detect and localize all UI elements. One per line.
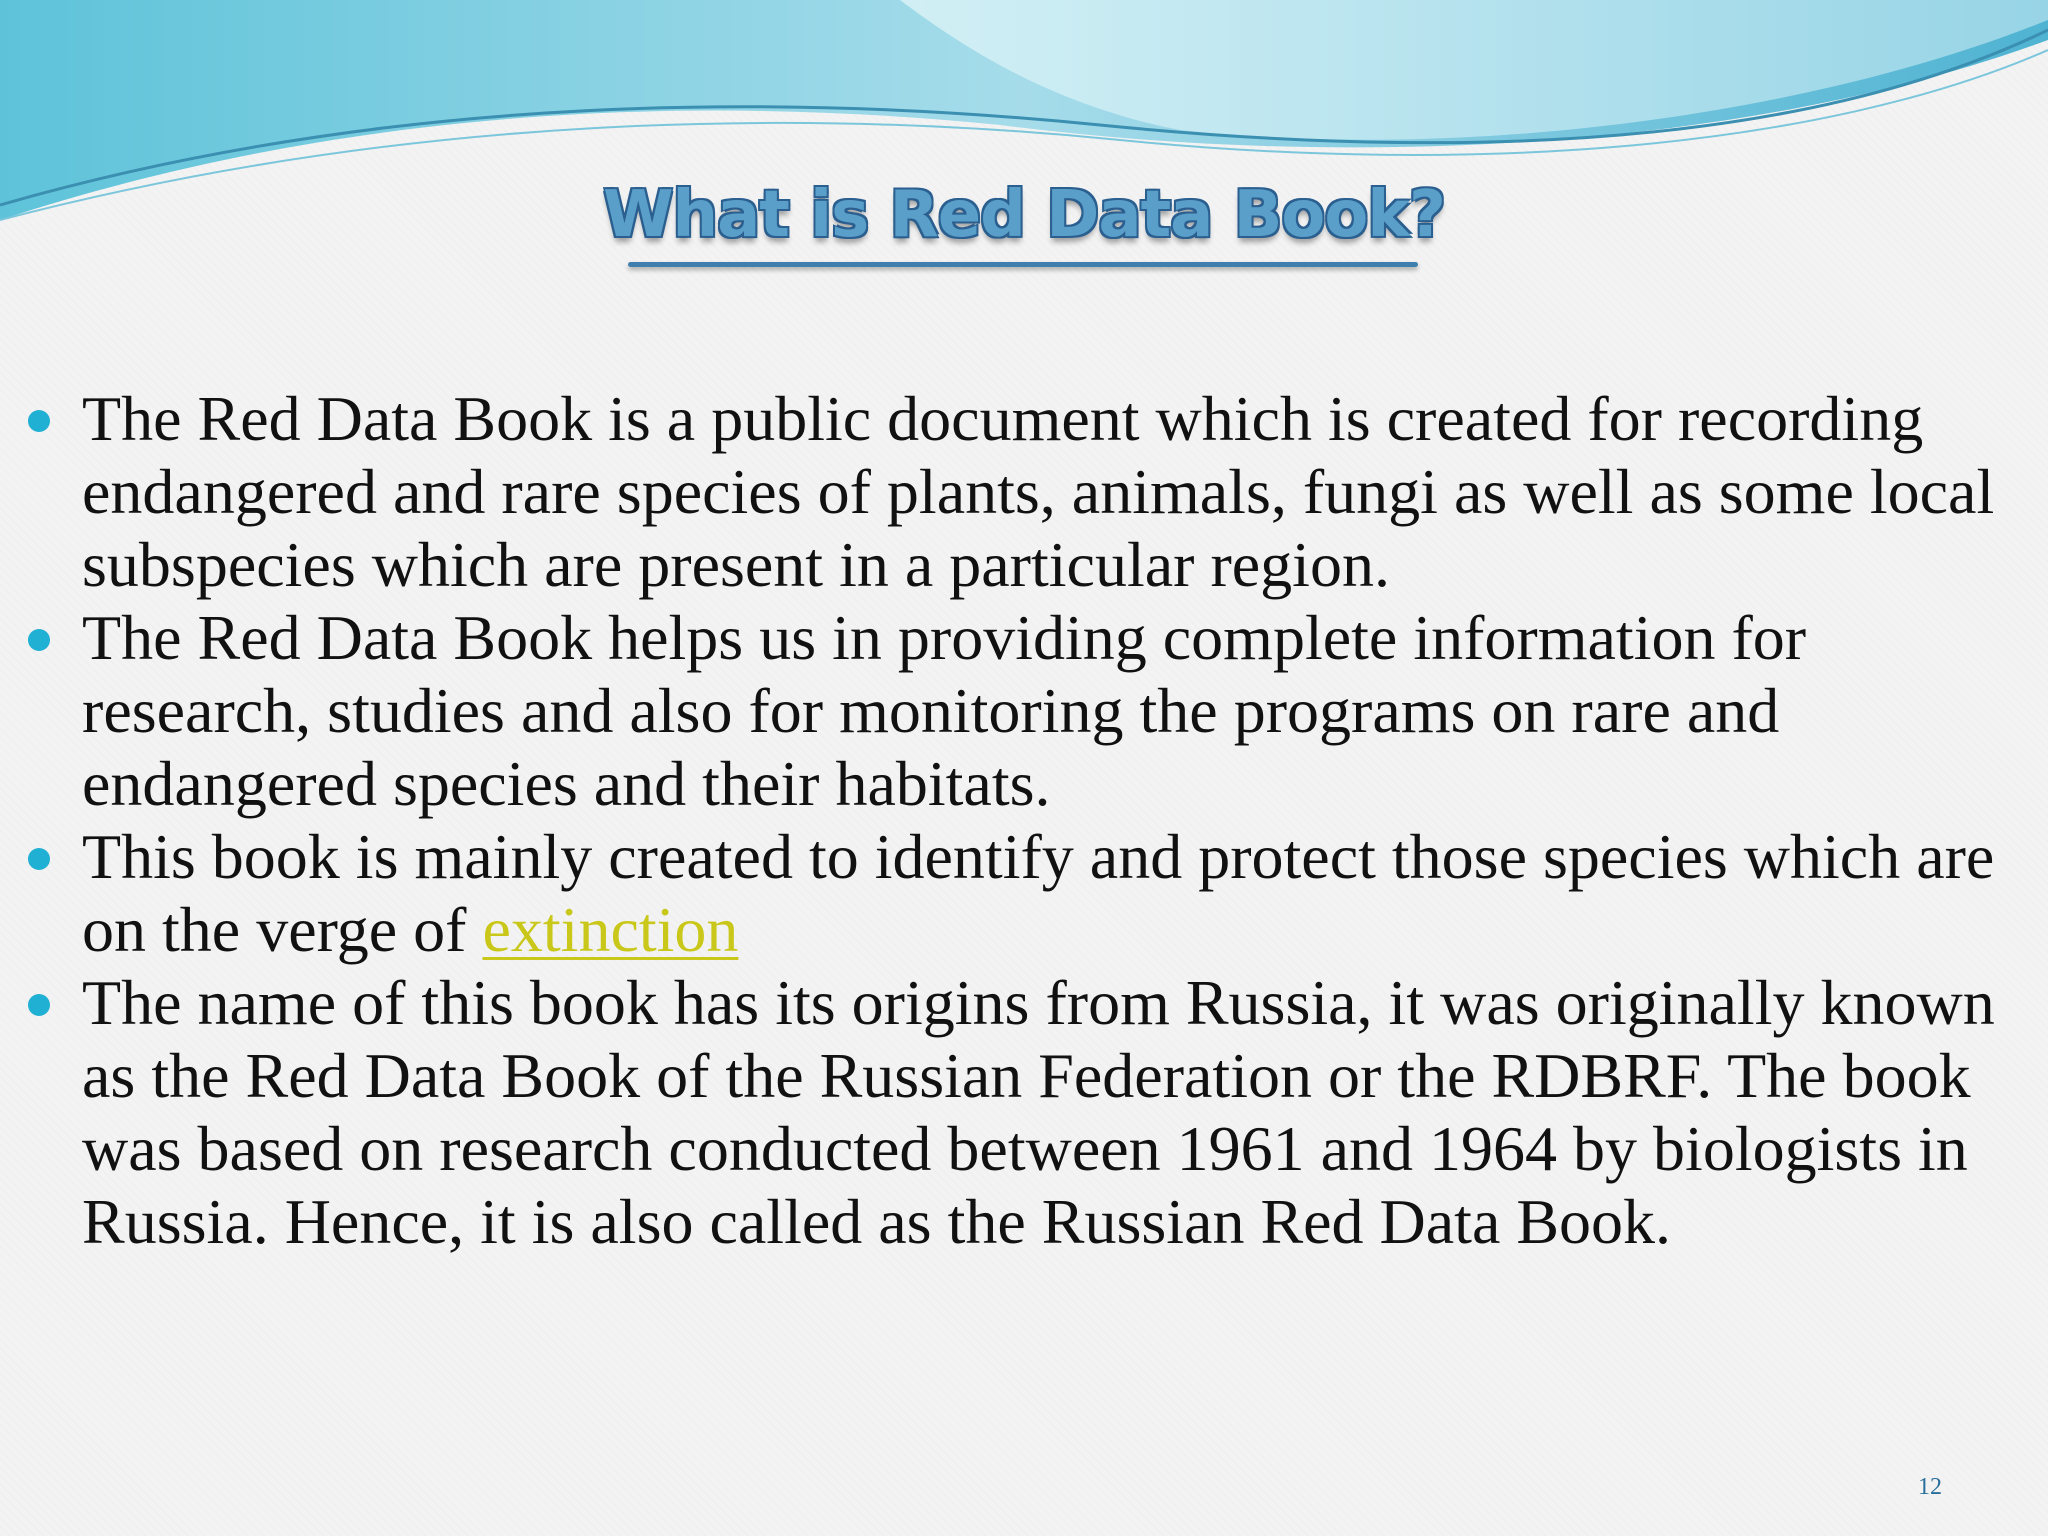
bullet-item	[20, 382, 2030, 601]
extinction-link[interactable]: extinction	[482, 894, 739, 965]
bullet-text: The name of this book has its origins from Russia, it was originally known as the Red Data Book of the Russian Federation or the RDBRF. The book was based on research conducted between 1961 and 1964 by biologists in Russia. Hence, it is also called as the Russian Red Data Book.	[82, 967, 1995, 1257]
bullet-icon	[28, 410, 50, 432]
bullet-text: This book is mainly created to identify and protect those species which are on the verge of	[82, 821, 1995, 965]
slide-title: What is Red Data Book?	[602, 178, 1446, 252]
bullet-item	[20, 820, 2030, 966]
bullet-text: The Red Data Book is a public document which is created for recording endangered and rare species of plants, animals, fungi as well as some local subspecies which are present in a particular region.	[82, 383, 1995, 600]
bullet-item	[20, 601, 2030, 820]
bullet-icon	[28, 629, 50, 651]
title-underline	[628, 262, 1418, 267]
page-number: 12	[1918, 1474, 1942, 1500]
bullet-item	[20, 966, 2030, 1258]
bullet-list	[20, 382, 2030, 1258]
bullet-icon	[28, 848, 50, 870]
bullet-icon	[28, 994, 50, 1016]
bullet-text: The Red Data Book helps us in providing complete information for research, studies and also for monitoring the programs on rare and endangered species and their habitats.	[82, 602, 1807, 819]
